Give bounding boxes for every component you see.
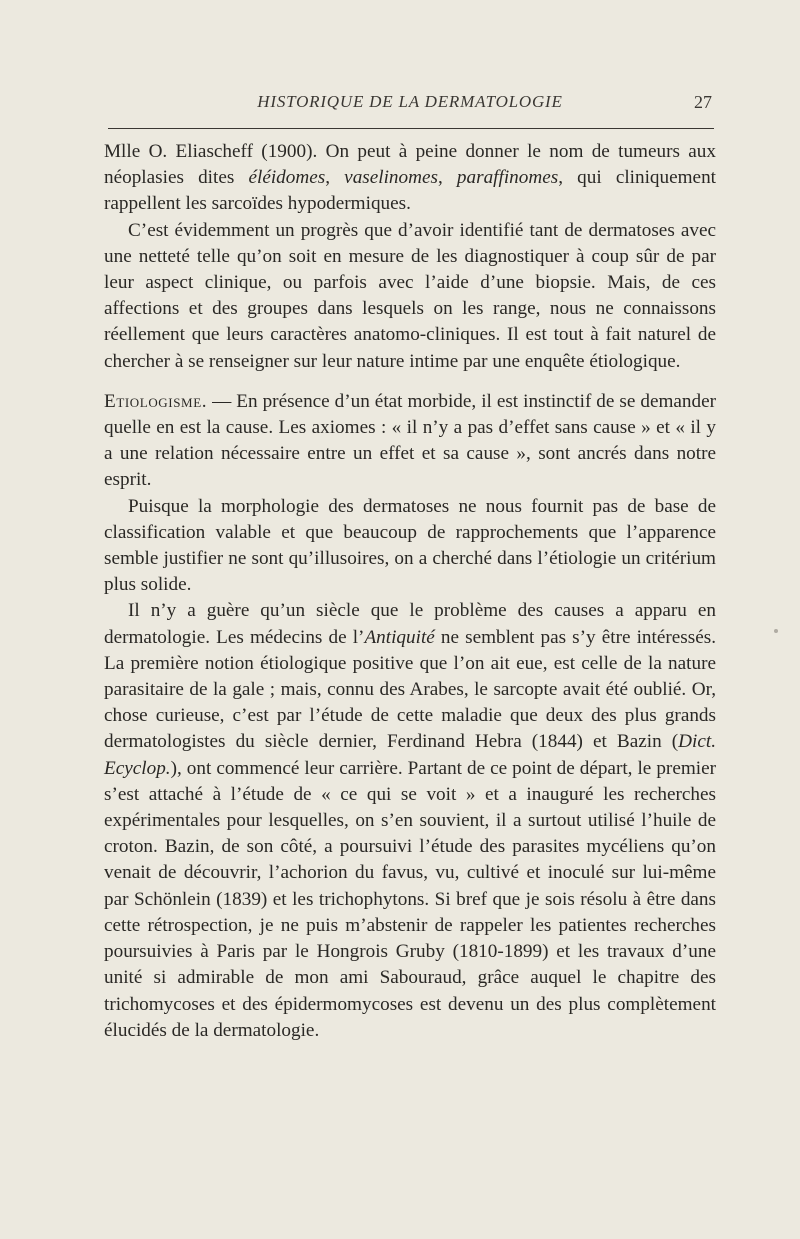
running-title: HISTORIQUE DE LA DERMATOLOGIE (257, 92, 563, 111)
p1-italic-eleidomes: éléidomes (248, 167, 326, 189)
p1-italic-vaselinomes: vaselinomes (344, 167, 438, 189)
p5-text-a: Il n’y a guère qu’un siècle que le problème des causes a apparu en dermatologie. Les médecins de l’ (104, 600, 716, 648)
p1-italic-paraffinomes: paraffinomes (456, 167, 559, 189)
margin-speck (774, 629, 778, 633)
p5-italic-dict-ecyclop: Dict. Ecyclop. (104, 731, 716, 779)
p1-text-b: , (325, 167, 345, 189)
paragraph-5 (104, 598, 716, 1043)
p1-text-c: , (437, 167, 457, 189)
p1-text-a: Mlle O. Eliascheff (1900). On peut à peine donner le nom de tumeurs aux néoplasies dites (104, 141, 716, 189)
p5-text-c: ), ont commencé leur carrière. Partant de ce point de départ, le premier s’est attaché à l’étude de « ce qui se voit » et a inauguré les recherches expérimentales pour lesquelles, on s’en souvient, il a surtout utilisé l’huile de croton. Bazin, de son côté, a poursuivi l’étude des parasites mycéliens qu’on venait de découvrir, l’achorion du favus, vu, cultivé et inoculé sur lui-même par Schönlein (1839) et les trichophytons. Si bref que je sois résolu à être dans cette rétrospection, je ne puis m’abstenir de rappeler les patientes recherches poursuivies à Paris par le Hongrois Gruby (1810-1899) et les travaux d’une unité si admirable de mon ami Sabouraud, grâce auquel le chapitre des trichomycoses et des épidermomycoses est devenu un des plus complètement élucidés de la dermatologie. (104, 757, 716, 1041)
page-header (104, 92, 716, 118)
header-rule (108, 128, 714, 129)
p1-text-d: , qui cliniquement rappellent les sarcoïdes hypodermiques. (104, 167, 716, 215)
p3-text: — En présence d’un état morbide, il est instinctif de se demander quelle en est la cause. Les axiomes : « il n’y a pas d’effet sans cause » et « il y a une relation nécessaire entre un effet et sa cause », sont ancrés dans notre esprit. (104, 390, 716, 491)
p5-text-b: ne semblent pas s’y être intéressés. La première notion étiologique positive que l’on ait eue, est celle de la nature parasitaire de la gale ; mais, connu des Arabes, le sarcopte avait été oublié. Or, chose curieuse, c’est par l’étude de cette maladie que deux des plus grands dermatologistes du siècle dernier, Ferdinand Hebra (1844) et Bazin ( (104, 626, 716, 753)
paragraph-2: C’est évidemment un progrès que d’avoir identifié tant de dermatoses avec une netteté telle qu’on soit en mesure de les diagnostiquer à coup sûr de par leur aspect clinique, ou parfois avec l’aide d’une biopsie. Mais, de ces affections et des groupes dans lesquels on les range, nous ne connaissons réellement que leurs caractères anatomo-cliniques. Il est tout à fait naturel de chercher à se renseigner sur leur nature intime par une enquête étiologique. (104, 219, 716, 372)
paragraph-4: Puisque la morphologie des dermatoses ne nous fournit pas de base de classification valable et que beaucoup de rapprochements que l’apparence semble justifier ne sont qu’illusoires, on a cherché dans l’étiologie un critérium plus solide. (104, 495, 716, 596)
page-number: 27 (694, 92, 712, 112)
body-text (104, 139, 716, 1044)
p5-italic-antiquite: Antiquité (364, 626, 435, 648)
paragraph-1 (104, 139, 716, 218)
section-heading-etiologisme: Etiologisme. (104, 390, 208, 412)
paragraph-3 (104, 389, 716, 494)
